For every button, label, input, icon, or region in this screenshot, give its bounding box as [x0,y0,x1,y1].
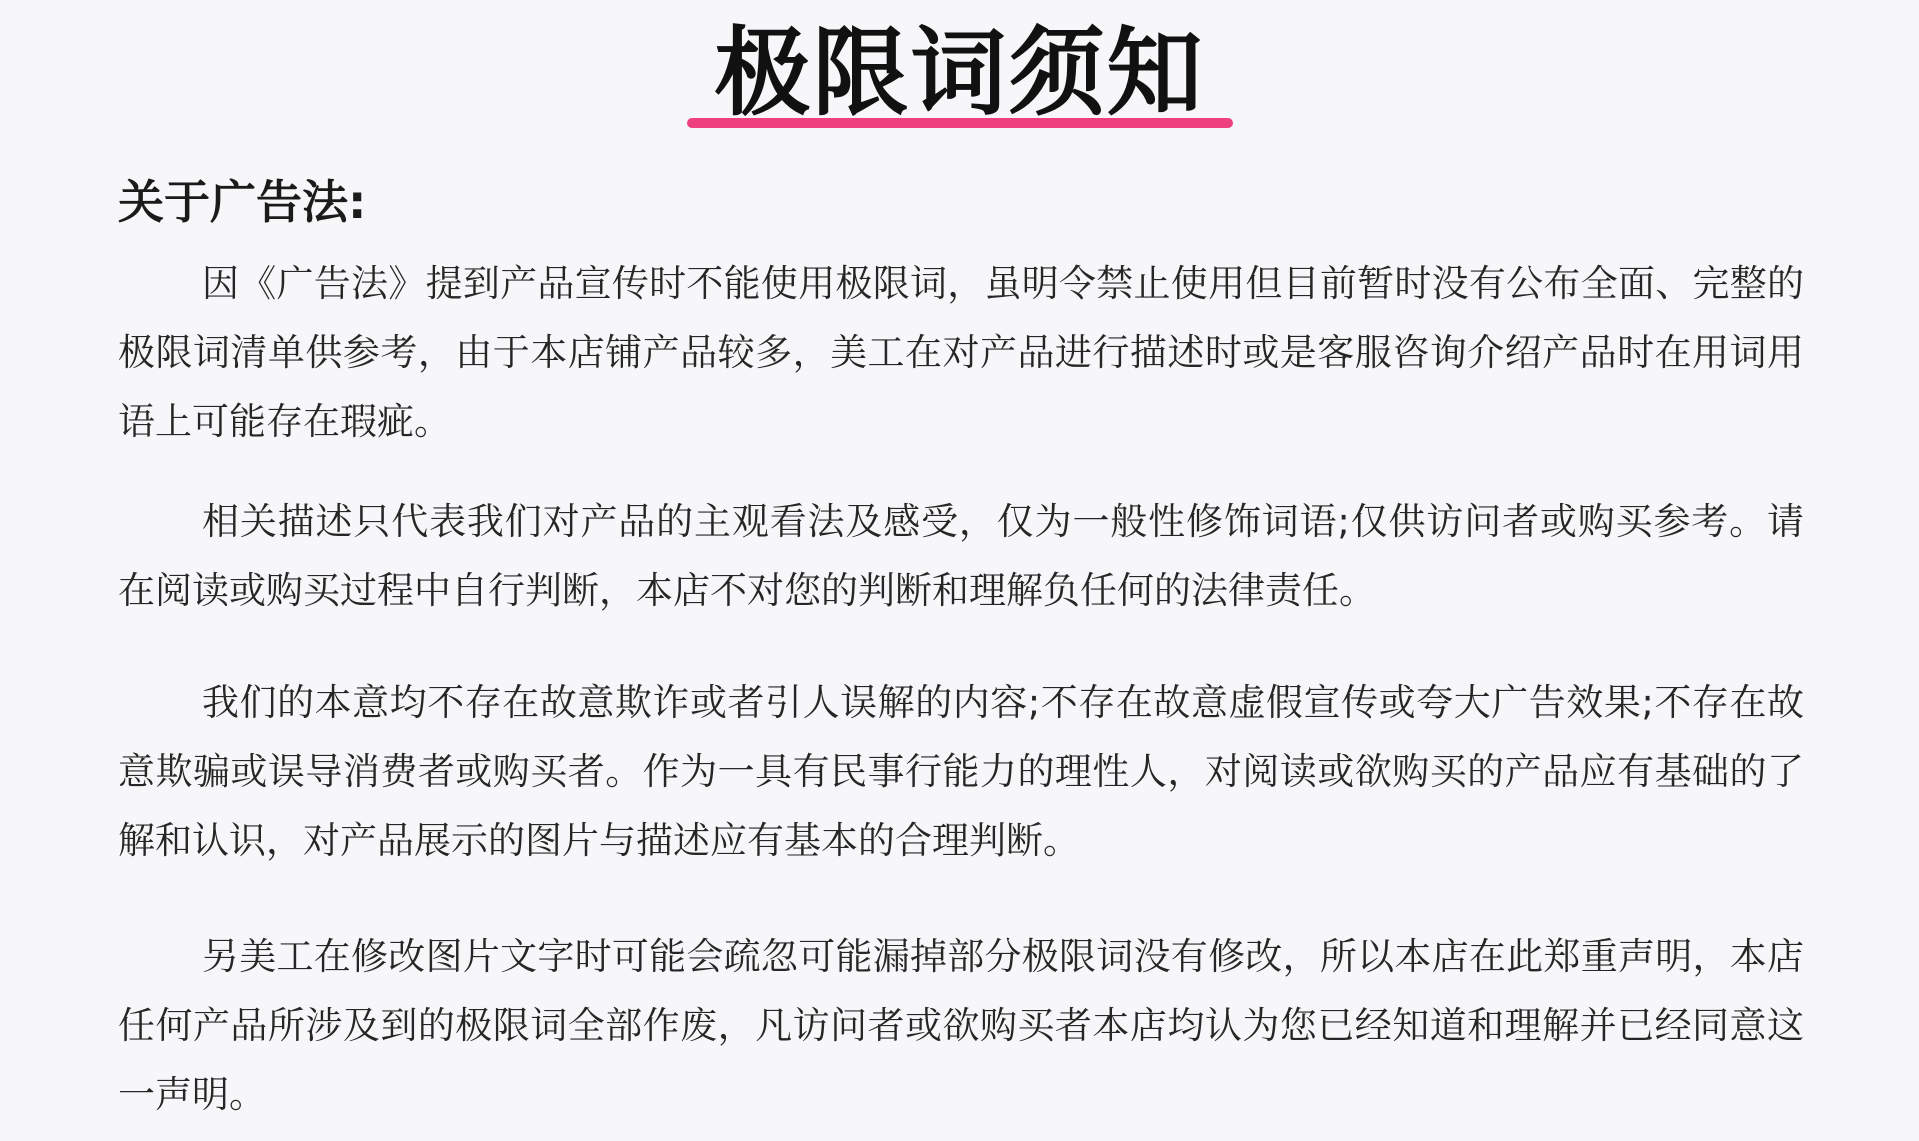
title-block [687,14,1233,132]
paragraph-4: 另美工在修改图片文字时可能会疏忽可能漏掉部分极限词没有修改，所以本店在此郑重声明，本店任何产品所涉及到的极限词全部作废，凡访问者或欲购买者本店均认为您已经知道和理解并已经同意这一声明。 [118,935,1804,1116]
paragraph-2: 相关描述只代表我们对产品的主观看法及感受，仅为一般性修饰词语;仅供访问者或购买参考。请在阅读或购买过程中自行判断，本店不对您的判断和理解负任何的法律责任。 [118,500,1804,612]
section-heading: 关于广告法: [118,175,367,229]
page-title: 极限词须知 [714,17,1205,129]
paragraph-1: 因《广告法》提到产品宣传时不能使用极限词，虽明令禁止使用但目前暂时没有公布全面、完整的极限词清单供参考，由于本店铺产品较多，美工在对产品进行描述时或是客服咨询介绍产品时在用词用语上可能存在瑕疵。 [118,262,1804,443]
paragraph-3: 我们的本意均不存在故意欺诈或者引人误解的内容;不存在故意虚假宣传或夸大广告效果;不存在故意欺骗或误导消费者或购买者。作为一具有民事行能力的理性人，对阅读或欲购买的产品应有基础的了解和认识，对产品展示的图片与描述应有基本的合理判断。 [118,681,1804,862]
title-area [0,14,1919,132]
